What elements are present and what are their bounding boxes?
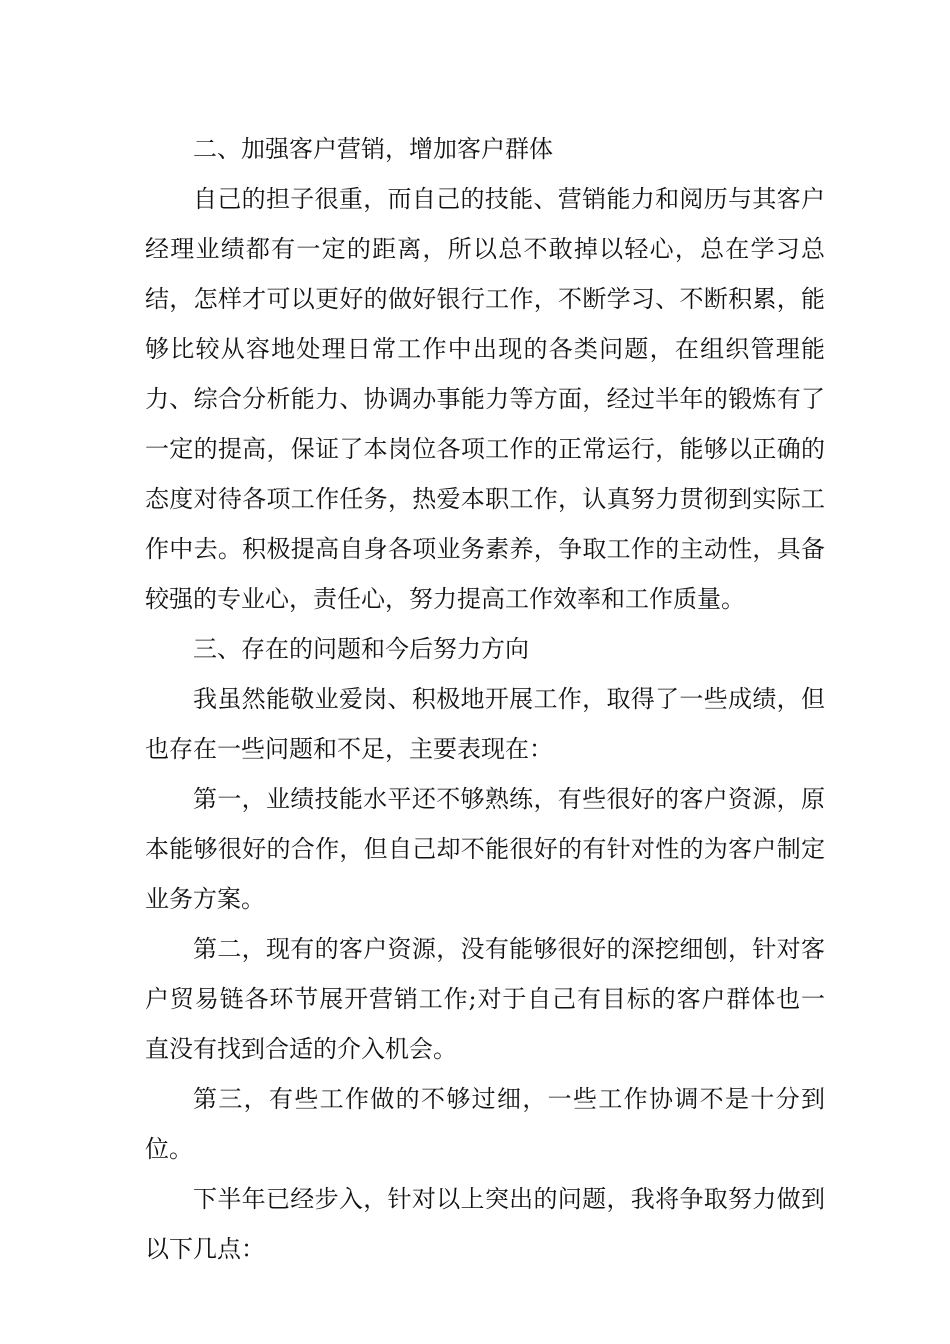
paragraph-3: 第一，业绩技能水平还不够熟练，有些很好的客户资源，原本能够很好的合作，但自己却不能很好的有针对性的为客户制定业务方案。 [145,785,825,913]
paragraph-4: 第二，现有的客户资源，没有能够很好的深挖细刨，针对客户贸易链各环节展开营销工作;对于自己有目标的客户群体也一直没有找到合适的介入机会。 [145,935,825,1063]
section-heading-3: 三、存在的问题和今后努力方向 [193,635,529,663]
paragraph-2: 我虽然能敬业爱岗、积极地开展工作，取得了一些成绩，但也存在一些问题和不足，主要表现在： [145,685,825,763]
section-heading-2: 二、加强客户营销，增加客户群体 [193,135,553,163]
paragraph-1: 自己的担子很重，而自己的技能、营销能力和阅历与其客户经理业绩都有一定的距离，所以总不敢掉以轻心，总在学习总结，怎样才可以更好的做好银行工作，不断学习、不断积累，能够比较从容地处理日常工作中出现的各类问题，在组织管理能力、综合分析能力、协调办事能力等方面，经过半年的锻炼有了一定的提高，保证了本岗位各项工作的正常运行，能够以正确的态度对待各项工作任务，热爱本职工作，认真努力贯彻到实际工作中去。积极提高自身各项业务素养，争取工作的主动性，具备较强的专业心，责任心，努力提高工作效率和工作质量。 [145,185,825,613]
paragraph-6: 下半年已经步入，针对以上突出的问题，我将争取努力做到以下几点： [145,1185,825,1263]
document-body [145,124,825,1274]
paragraph-5: 第三，有些工作做的不够过细，一些工作协调不是十分到位。 [145,1085,825,1163]
